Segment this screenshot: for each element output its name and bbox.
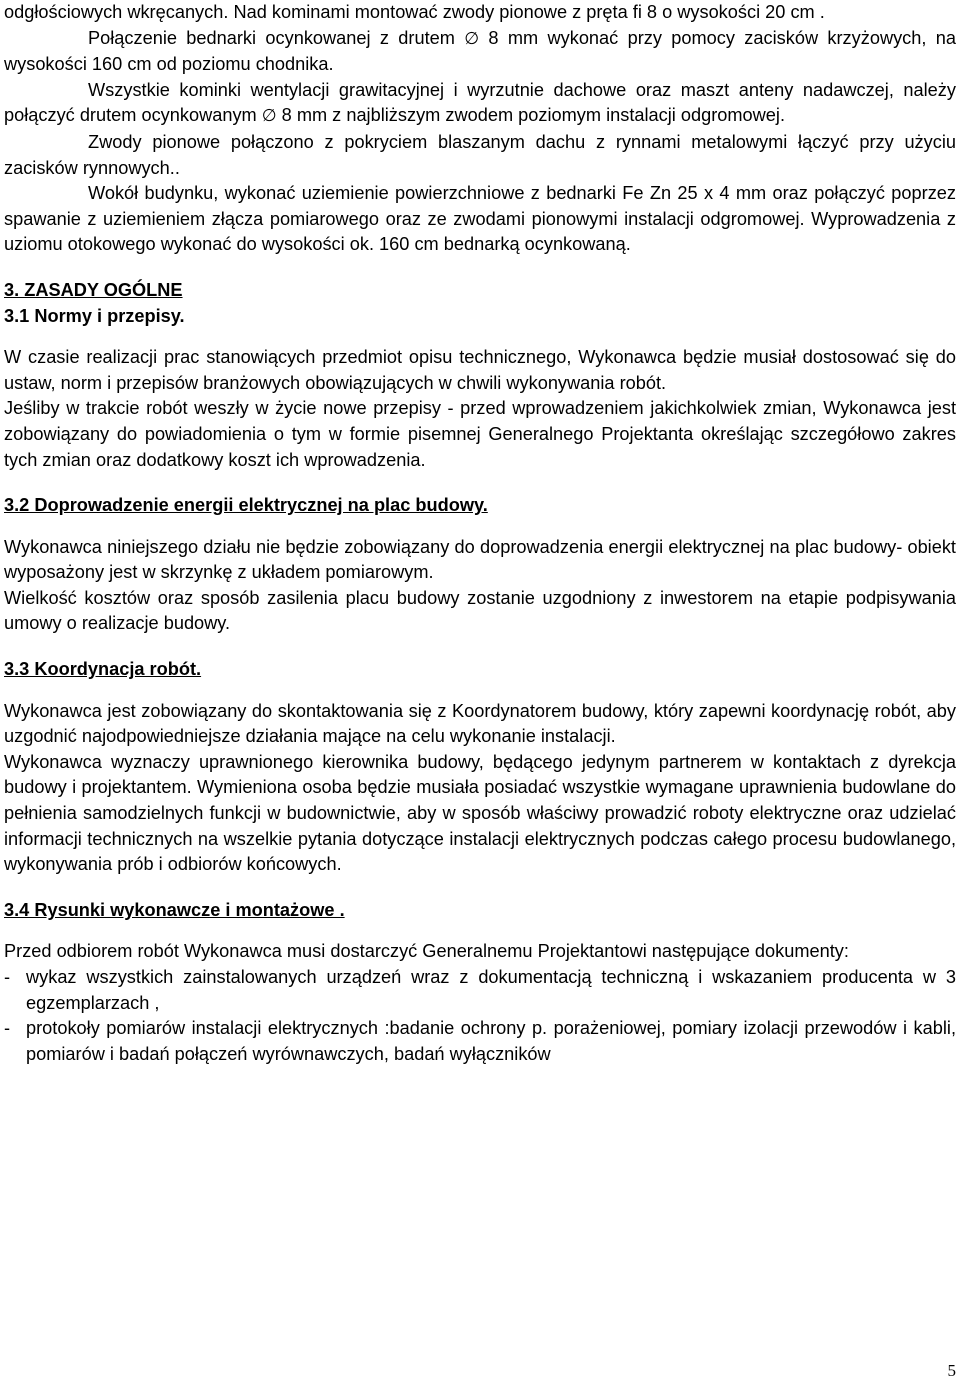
subsection-heading-coordination: 3.3 Koordynacja robót.: [4, 659, 202, 680]
paragraph-norms-2: Jeśliby w trakcie robót weszły w życie nowe przepisy - przed wprowadzeniem jakichkolwiek zmian, Wykonawca jest zobowiązany do powiadomienia o tym w formie pisemnej Generalnego Projektanta określając szczegółowo zakres tych zmian oraz dodatkowy koszt ich wprowadzenia.: [4, 398, 956, 470]
subsection-heading-norms: 3.1 Normy i przepisy.: [4, 305, 185, 326]
diameter-icon: ∅: [464, 28, 480, 49]
paragraph-vertical-rods: Zwody pionowe połączono z pokryciem blaszanym dachu z rynnami metalowymi łączyć przy użyciu zacisków rynnowych..: [4, 131, 956, 178]
paragraph-text: 8 mm wykonać przy pomocy zacisków krzyżowych, na wysokości 160 cm od poziomu chodnika.: [4, 27, 957, 75]
paragraph-text: 8 mm z najbliższym zwodem poziomym instalacji odgromowej.: [281, 105, 786, 126]
paragraph-grounding: Wokół budynku, wykonać uziemienie powierzchniowe z bednarki Fe Zn 25 x 4 mm oraz połączyć poprzez spawanie z uziemieniem złącza pomiarowego oraz ze zwodami pionowymi instalacji odgromowej. Wyprowadzenia z uziomu otokowego wykonać do wysokości ok. 160 cm bednarką ocynkowaną.: [4, 183, 956, 255]
paragraph-flat-bar-connection: [4, 26, 956, 78]
paragraph-coordination-2: Wykonawca wyznaczy uprawnionego kierownika budowy, będącego jedynym partnerem w kontaktach z dyrekcja budowy i projektantem. Wymieniona osoba będzie musiała posiadać wszystkie wymagane uprawnienia budowlane do pełnienia samodzielnych funkcji w budownictwie, aby w sposób właściwy prowadzić roboty elektryczne oraz udzielać informacji technicznych na wszelkie pytania dotyczące instalacji elektrycznych podczas całego procesu budowlanego, wykonywania prób i odbiorów końcowych.: [4, 751, 956, 875]
paragraph-chimney-rods: odgłościowych wkręcanych. Nad kominami montować zwody pionowe z pręta fi 8 o wysokości 20 cm .: [4, 2, 825, 22]
list-item: [4, 965, 956, 1016]
paragraph-power-supply-1: Wykonawca niniejszego działu nie będzie zobowiązany do doprowadzenia energii elektrycznej na plac budowy- obiekt wyposażony jest w skrzynkę z układem pomiarowym.: [4, 536, 956, 583]
paragraph-text: Wszystkie kominki wentylacji grawitacyjnej i wyrzutnie dachowe oraz maszt anteny nadawczej, należy połączyć drutem ocynkowanym: [4, 79, 956, 126]
paragraph-drawings-intro: Przed odbiorem robót Wykonawca musi dostarczyć Generalnemu Projektantowi następujące dokumenty:: [4, 941, 849, 962]
list-item: [4, 1016, 956, 1067]
list-item-text: protokoły pomiarów instalacji elektrycznych :badanie ochrony p. porażeniowej, pomiary izolacji przewodów i kabli, pomiarów i badań połączeń wyrównawczych, badań wyłączników: [26, 1018, 956, 1064]
list-marker: -: [4, 1018, 11, 1039]
page-number: 5: [947, 1361, 956, 1380]
list-marker: -: [4, 967, 11, 987]
list-item-text: wykaz wszystkich zainstalowanych urządzeń wraz z dokumentacją techniczną i wskazaniem producenta w 3 egzemplarzach ,: [26, 967, 956, 1013]
document-page: [4, 0, 956, 1067]
paragraph-ventilation-chimneys: [4, 78, 956, 130]
paragraph-coordination-1: Wykonawca jest zobowiązany do skontaktowania się z Koordynatorem budowy, który zapewni koordynację robót, aby uzgodnić najodpowiedniejsze działania mające na celu wykonanie instalacji.: [4, 700, 956, 747]
subsection-heading-drawings: 3.4 Rysunki wykonawcze i montażowe .: [4, 899, 345, 920]
section-heading-general-rules: 3. ZASADY OGÓLNE: [4, 279, 183, 300]
diameter-icon: ∅: [261, 106, 277, 127]
subsection-heading-power-supply: 3.2 Doprowadzenie energii elektrycznej na plac budowy.: [4, 495, 488, 516]
paragraph-text: Połączenie bednarki ocynkowanej z drutem: [88, 27, 455, 48]
paragraph-power-supply-2: Wielkość kosztów oraz sposób zasilenia placu budowy zostanie uzgodniony z inwestorem na etapie podpisywania umowy o realizacje budowy.: [4, 587, 956, 634]
paragraph-norms-1: W czasie realizacji prac stanowiących przedmiot opisu technicznego, Wykonawca będzie musiał dostosować się do ustaw, norm i przepisów branżowych obowiązujących w chwili wykonywania robót.: [4, 347, 956, 393]
